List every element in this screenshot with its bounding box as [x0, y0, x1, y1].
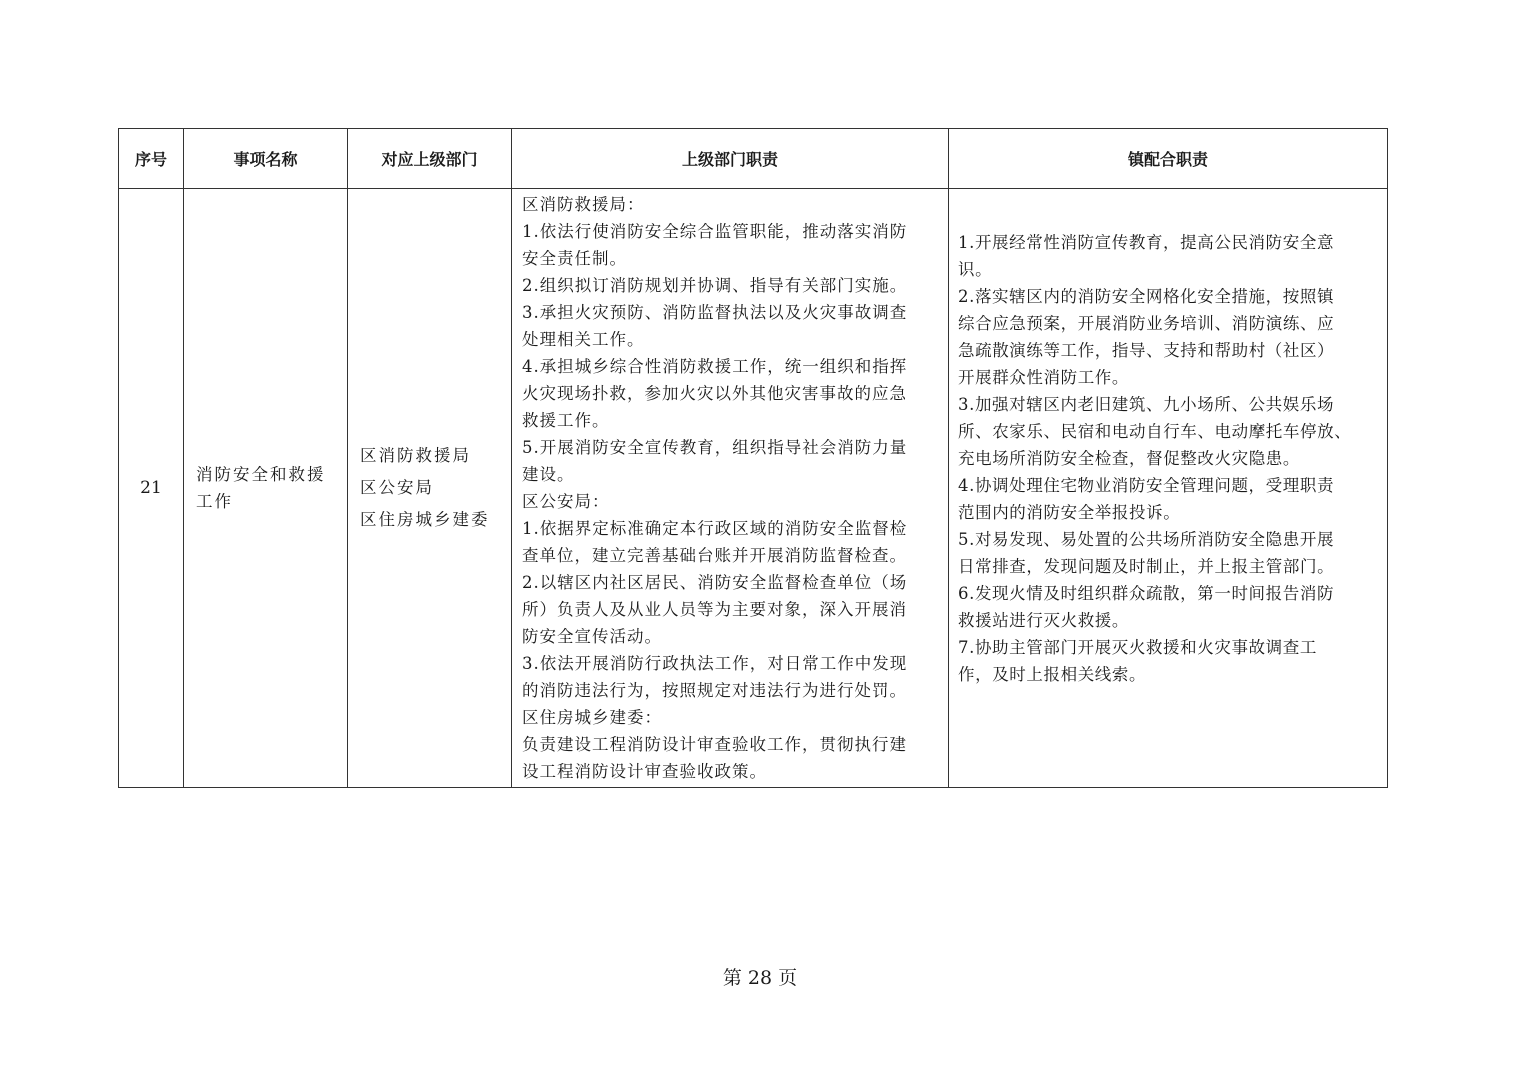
header-serial-number: 序号 — [119, 129, 184, 189]
town-duty-line: 综合应急预案，开展消防业务培训、消防演练、应 — [958, 313, 1335, 333]
duty-line: 设工程消防设计审查验收政策。 — [522, 762, 767, 781]
duty-line: 1.依据界定标准确定本行政区域的消防安全监督检 — [522, 519, 908, 538]
row-superior-departments — [348, 189, 512, 788]
duty-line: 2.以辖区内社区居民、消防安全监督检查单位（场 — [522, 573, 908, 592]
page-number: 第 28 页 — [722, 967, 798, 989]
table-row — [119, 189, 1388, 788]
duty-line: 的消防违法行为，按照规定对违法行为进行处罚。 — [522, 681, 907, 700]
town-duty-line: 救援站进行灭火救援。 — [958, 610, 1129, 630]
row-superior-duties — [512, 189, 949, 788]
town-duty-line: 1.开展经常性消防宣传教育，提高公民消防安全意 — [958, 232, 1335, 252]
duty-line: 防安全宣传活动。 — [522, 627, 662, 646]
town-duty-line: 2.落实辖区内的消防安全网格化安全措施，按照镇 — [958, 286, 1335, 306]
duty-line: 负责建设工程消防设计审查验收工作，贯彻执行建 — [522, 735, 907, 754]
duty-line: 3.依法开展消防行政执法工作，对日常工作中发现 — [522, 654, 908, 673]
duty-line: 区公安局： — [522, 492, 610, 511]
department-line: 区住房城乡建委 — [360, 510, 490, 529]
duty-line: 5.开展消防安全宣传教育，组织指导社会消防力量 — [522, 438, 908, 457]
row-town-duties — [949, 189, 1388, 788]
duty-line: 查单位，建立完善基础台账并开展消防监督检查。 — [522, 546, 907, 565]
duty-line: 处理相关工作。 — [522, 330, 645, 349]
town-duty-line: 3.加强对辖区内老旧建筑、九小场所、公共娱乐场 — [958, 394, 1335, 414]
duty-line: 区消防救援局： — [522, 195, 645, 214]
item-name-line: 工作 — [196, 492, 233, 511]
header-town-duties: 镇配合职责 — [949, 129, 1388, 189]
row-item-name — [184, 189, 348, 788]
town-duty-line: 充电场所消防安全检查，督促整改火灾隐患。 — [958, 448, 1300, 468]
header-item-name: 事项名称 — [184, 129, 348, 189]
town-duty-line: 开展群众性消防工作。 — [958, 367, 1129, 387]
duty-line: 4.承担城乡综合性消防救援工作，统一组织和指挥 — [522, 357, 908, 376]
town-duty-line: 作，及时上报相关线索。 — [958, 664, 1147, 684]
item-name-line: 消防安全和救援 — [196, 465, 326, 484]
duty-line: 救援工作。 — [522, 411, 610, 430]
duty-line: 安全责任制。 — [522, 249, 627, 268]
table-header-row — [119, 129, 1388, 189]
town-duty-line: 日常排查，发现问题及时制止，并上报主管部门。 — [958, 556, 1335, 576]
header-superior-department: 对应上级部门 — [348, 129, 512, 189]
town-duty-line: 范围内的消防安全举报投诉。 — [958, 502, 1181, 522]
town-duty-line: 4.协调处理住宅物业消防安全管理问题，受理职责 — [958, 475, 1335, 495]
town-duty-line: 7.协助主管部门开展灭火救援和火灾事故调查工 — [958, 637, 1317, 657]
town-duty-line: 所、农家乐、民宿和电动自行车、电动摩托车停放、 — [958, 421, 1352, 441]
town-duty-line: 识。 — [958, 259, 993, 279]
duty-line: 所）负责人及从业人员等为主要对象，深入开展消 — [522, 600, 907, 619]
department-line: 区公安局 — [360, 478, 434, 497]
town-duty-line: 急疏散演练等工作，指导、支持和帮助村（社区） — [958, 340, 1335, 360]
duty-table — [118, 128, 1388, 788]
duty-line: 区住房城乡建委： — [522, 708, 662, 727]
duty-line: 3.承担火灾预防、消防监督执法以及火灾事故调查 — [522, 303, 908, 322]
town-duty-line: 5.对易发现、易处置的公共场所消防安全隐患开展 — [958, 529, 1335, 549]
duty-line: 2.组织拟订消防规划并协调、指导有关部门实施。 — [522, 276, 908, 295]
town-duty-line: 6.发现火情及时组织群众疏散，第一时间报告消防 — [958, 583, 1335, 603]
duty-line: 火灾现场扑救，参加火灾以外其他灾害事故的应急 — [522, 384, 907, 403]
duty-line: 建设。 — [522, 465, 575, 484]
row-serial-number: 21 — [119, 189, 184, 788]
header-superior-duties: 上级部门职责 — [512, 129, 949, 189]
town-duties-block — [958, 229, 1381, 748]
duty-line: 1.依法行使消防安全综合监管职能，推动落实消防 — [522, 222, 908, 241]
department-line: 区消防救援局 — [360, 446, 471, 465]
